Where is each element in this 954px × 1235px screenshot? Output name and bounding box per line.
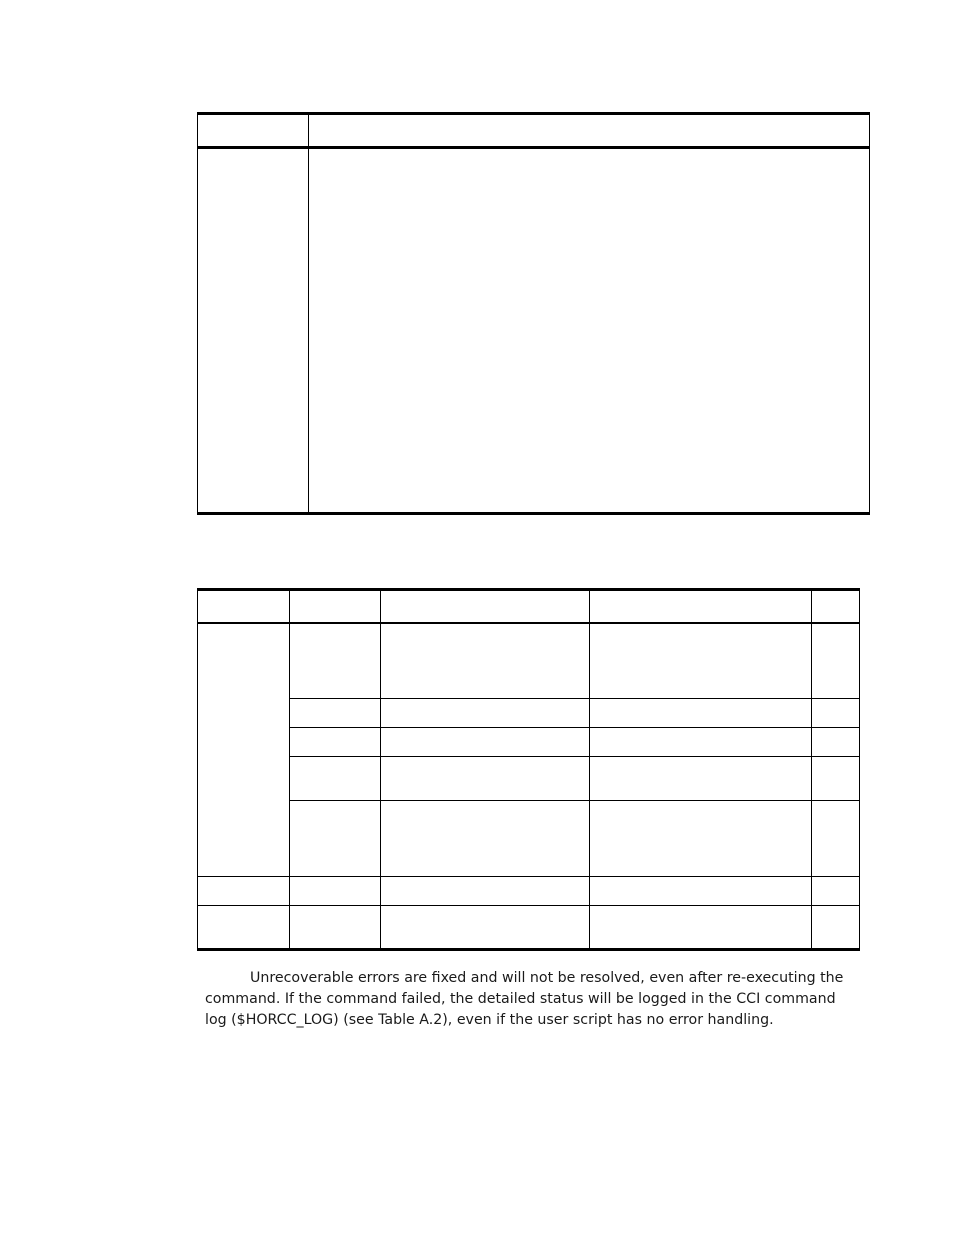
table-2-column-divider-1 bbox=[289, 591, 290, 948]
table-2-row-rule-1 bbox=[289, 698, 859, 699]
table-2-row-rule-6 bbox=[198, 905, 859, 906]
table-2-column-divider-2 bbox=[380, 591, 381, 948]
table-1-column-divider bbox=[308, 115, 309, 512]
table-2-row-rule-3 bbox=[289, 756, 859, 757]
table-2-header-rule bbox=[198, 622, 859, 624]
table-2-column-divider-3 bbox=[589, 591, 590, 948]
table-2-row-rule-2 bbox=[289, 727, 859, 728]
table-2-row-rule-4 bbox=[289, 800, 859, 801]
table-2-column-divider-4 bbox=[811, 591, 812, 948]
table-2-row-rule-5 bbox=[198, 876, 859, 877]
table-1-header-rule bbox=[198, 146, 869, 149]
table-1 bbox=[197, 112, 870, 515]
body-paragraph: Unrecoverable errors are fixed and will not be resolved, even after re-executing the command. If the command failed, the detailed status will be logged in the CCI command log ($HORCC_LOG) (see Table A.2), even if the user script has no error handling. bbox=[205, 970, 844, 1028]
table-2 bbox=[197, 588, 860, 951]
